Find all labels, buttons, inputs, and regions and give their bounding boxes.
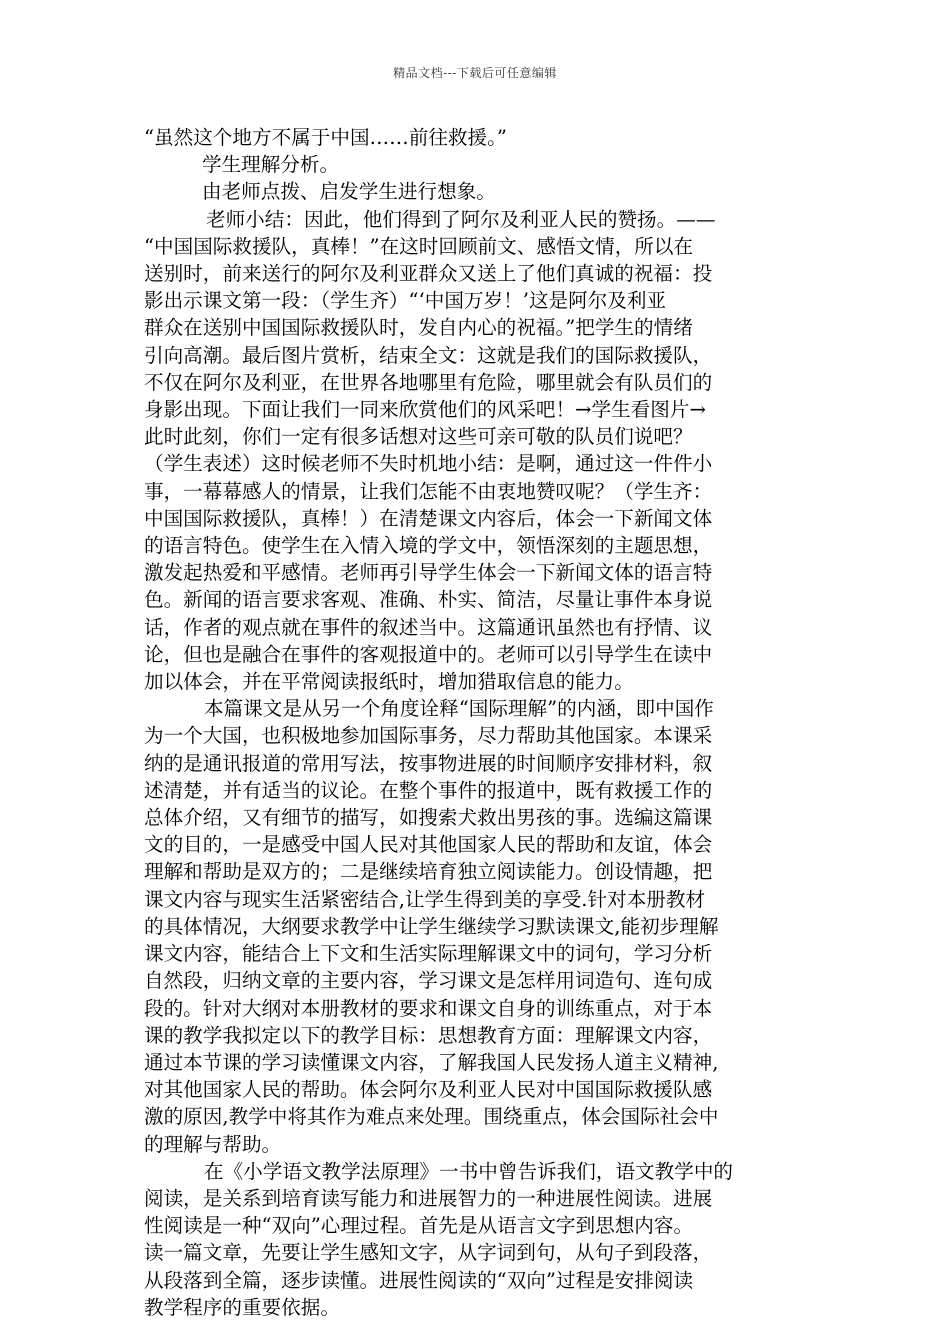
text-line: 送别时，前来送行的阿尔及利亚群众又送上了他们真诚的祝福：投	[144, 262, 713, 286]
text-line: 从段落到全篇，逐步读懂。进展性阅读的“双向”过程是安排阅读	[144, 1268, 694, 1292]
text-line: 总体介绍，又有细节的描写，如搜索犬救出男孩的事。选编这篇课	[144, 806, 713, 830]
text-line: 对其他国家人民的帮助。体会阿尔及利亚人民对中国国际救援队感	[144, 1078, 713, 1102]
text-line: 述清楚，并有适当的议论。在整个事件的报道中，既有救援工作的	[144, 778, 713, 802]
text-line: 身影出现。下面让我们一同来欣赏他们的风采吧！→学生看图片→	[144, 398, 706, 422]
text-line: 段的。针对大纲对本册教材的要求和课文自身的训练重点，对于本	[144, 996, 713, 1020]
document-body	[144, 124, 812, 1321]
text-line: 性阅读是一种“双向”心理过程。首先是从语言文字到思想内容。	[144, 1214, 694, 1238]
text-line: 论，但也是融合在事件的客观报道中的。老师可以引导学生在读中	[144, 642, 713, 666]
text-line: 教学程序的重要依据。	[144, 1295, 340, 1319]
text-line: 影出示课文第一段：（学生齐）“‘中国万岁！’这是阿尔及利亚	[144, 289, 667, 313]
text-line: 的理解与帮助。	[144, 1132, 282, 1156]
text-line: 引向高潮。最后图片赏析，结束全文：这就是我们的国际救援队，	[144, 343, 713, 367]
text-line: 由老师点拨、启发学生进行想象。	[202, 180, 496, 204]
text-line: 激发起热爱和平感情。老师再引导学生体会一下新闻文体的语言特	[144, 561, 713, 585]
text-line: 的语言特色。使学生在入情入境的学文中，领悟深刻的主题思想，	[144, 534, 713, 558]
text-line: （学生表述）这时候老师不失时机地小结：是啊，通过这一件件小	[144, 452, 713, 476]
text-line: 事，一幕幕感人的情景，让我们怎能不由衷地赞叹呢？（学生齐：	[144, 479, 713, 503]
page-header: 精品文档---下载后可任意编辑	[393, 66, 557, 80]
text-line: 读一篇文章，先要让学生感知文字，从字词到句，从句子到段落，	[144, 1241, 713, 1265]
text-line: 中国国际救援队，真棒！）在清楚课文内容后，体会一下新闻文体	[144, 506, 713, 530]
text-line: 课的教学我拟定以下的教学目标：思想教育方面：理解课文内容，	[144, 1023, 713, 1047]
text-line: 本篇课文是从另一个角度诠释“国际理解”的内涵，即中国作	[204, 697, 714, 721]
text-line: 纳的是通讯报道的常用写法，按事物进展的时间顺序安排材料，叙	[144, 751, 713, 775]
text-line: 通过本节课的学习读懂课文内容，了解我国人民发扬人道主义精神,	[144, 1050, 719, 1074]
text-line: 为一个大国，也积极地参加国际事务，尽力帮助其他国家。本课采	[144, 724, 713, 748]
text-line: 激的原因,教学中将其作为难点来处理。围绕重点，体会国际社会中	[144, 1105, 719, 1129]
text-line: 课文内容，能结合上下文和生活实际理解课文中的词句，学习分析	[144, 942, 713, 966]
text-line: 文的目的，一是感受中国人民对其他国家人民的帮助和友谊，体会	[144, 833, 713, 857]
text-line: “虽然这个地方不属于中国……前往救援。”	[144, 126, 507, 149]
text-line: 老师小结：因此，他们得到了阿尔及利亚人民的赞扬。——	[206, 207, 716, 231]
text-line: 理解和帮助是双方的；二是继续培育独立阅读能力。创设情趣，把	[144, 860, 713, 884]
text-line: 学生理解分析。	[202, 153, 340, 177]
text-line: 群众在送别中国国际救援队时，发自内心的祝福。”把学生的情绪	[144, 316, 693, 340]
text-line: 在《小学语文教学法原理》一书中曾告诉我们，语文教学中的	[204, 1159, 734, 1183]
text-line: “中国国际救援队，真棒！”在这时回顾前文、感悟文情，所以在	[144, 234, 694, 258]
text-line: 课文内容与现实生活紧密结合,让学生得到美的享受.针对本册教材	[144, 887, 706, 911]
text-line: 话，作者的观点就在事件的叙述当中。这篇通讯虽然也有抒情、议	[144, 615, 713, 639]
text-line: 自然段，归纳文章的主要内容，学习课文是怎样用词造句、连句成	[144, 969, 713, 993]
text-line: 不仅在阿尔及利亚，在世界各地哪里有危险，哪里就会有队员们的	[144, 370, 713, 394]
text-line: 此时此刻，你们一定有很多话想对这些可亲可敬的队员们说吧？	[144, 425, 693, 449]
text-line: 加以体会，并在平常阅读报纸时，增加猎取信息的能力。	[144, 670, 634, 694]
text-line: 色。新闻的语言要求客观、准确、朴实、简洁，尽量让事件本身说	[144, 588, 713, 612]
text-line: 的具体情况，大纲要求教学中让学生继续学习默读课文,能初步理解	[144, 914, 719, 938]
text-line: 阅读，是关系到培育读写能力和进展智力的一种进展性阅读。进展	[144, 1186, 713, 1210]
